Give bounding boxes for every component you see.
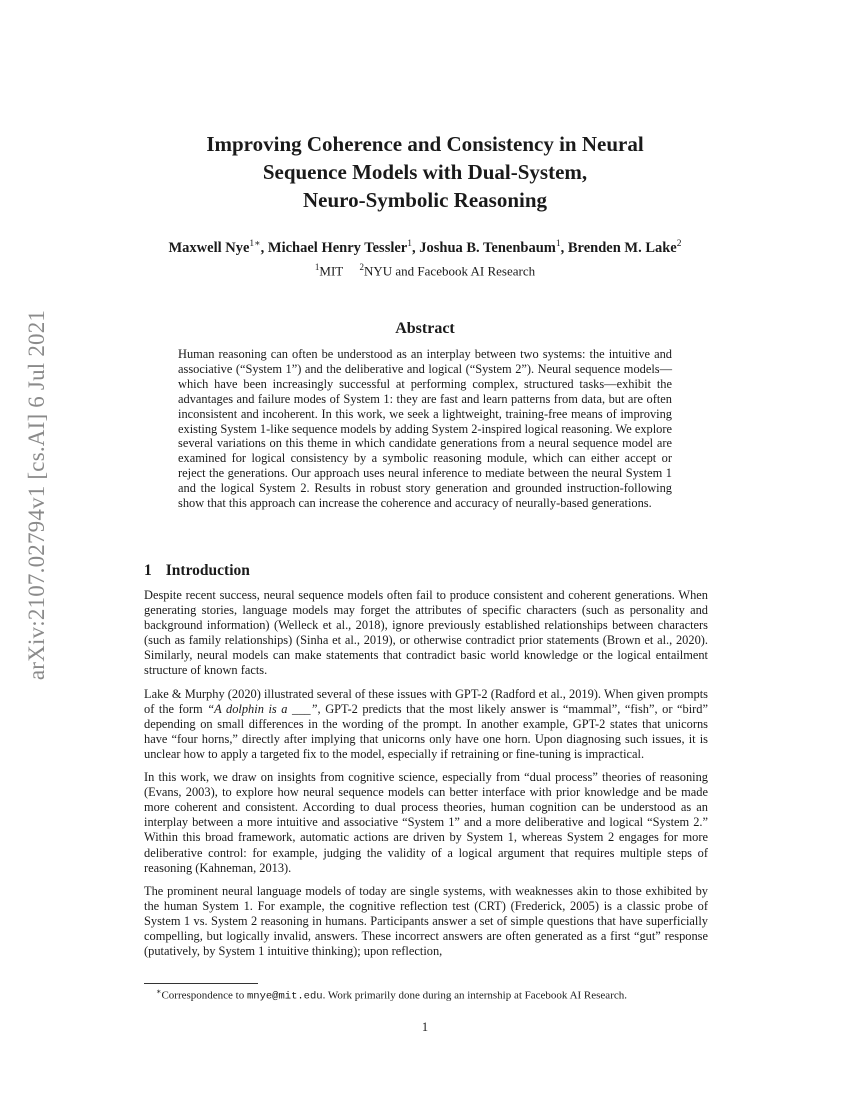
title-line: Neuro-Symbolic Reasoning (302, 188, 548, 212)
paragraph: The prominent neural language models of today are single systems, with weaknesses akin to those exhibited by the human System 1. For example, the cognitive reflection test (CRT) (Frederick, 2005) is a classic probe of System 1 vs. System 2 reasoning in humans. Participants answer a set of simple questions that have superficially compelling, but logically invalid, answers. These incorrect answers are often generated as a first “gut” response (putatively, by System 1 intuitive thinking); upon reflection, (144, 883, 708, 959)
paragraph: In this work, we draw on insights from cognitive science, especially from “dual process” theories of reasoning (Evans, 2003), to explore how neural sequence models can better interface with prior knowledge and be made more coherent and consistent. According to dual process theories, human cognition can be understood as an interplay between a more intuitive and associative “System 1” and a more deliberative and logical “System 2.” Within this broad framework, automatic actions are driven by System 1, whereas System 2 engages for more deliberative control: for example, judging the validity of a logical argument that requires multiple steps of reasoning (Kahneman, 2013). (144, 770, 708, 875)
paragraph: Despite recent success, neural sequence models often fail to produce consistent and coherent generations. When generating stories, language models may forget the attributes of specific characters (such as personality and background information) (Welleck et al., 2018), ignore previously established relationships between characters (such as family relationships) (Sinha et al., 2019), or otherwise contradict prior statements (Brown et al., 2020). Similarly, neural models can make statements that contradict basic world knowledge or the logical entailment structure of known facts. (144, 588, 708, 678)
author-list: Maxwell Nye$^{1∗}$, Michael Henry Tessler$^1$, Joshua B. Tenenbaum$^1$, Brenden M. Lake$^2$ (168, 239, 682, 256)
affiliations (110, 262, 740, 279)
footnote-text: . Work primarily done during an internship at Facebook AI Research. (322, 989, 627, 1002)
footnote (156, 987, 627, 1003)
section-title: Introduction (165, 562, 250, 579)
author-name: Michael Henry Tessler (267, 239, 408, 256)
author-affil-mark: 2 (676, 239, 682, 249)
footnote-text: Correspondence to (161, 989, 247, 1002)
abstract-heading: Abstract (395, 320, 455, 337)
paragraph (144, 687, 708, 762)
paragraph-text: , GPT-2 predicts that the most likely answer is “mammal”, “fish”, or “bird” depending on small differences in the wording of the prompt. In another example, GPT-2 states that unicorns have “four horns,” directly after implying that unicorns only have one horn. Upon diagnosing such issues, it is unclear how to apply a targeted fix to the model, especially if retraining or fine-tuning is impractical. (144, 701, 708, 761)
page-number: 1 (421, 1020, 429, 1034)
author-name: Maxwell Nye (168, 239, 250, 256)
prompt-example: “A dolphin is a ___” (207, 701, 318, 716)
affil-mark: 2 (359, 262, 364, 272)
affil-mark: 1 (314, 262, 320, 272)
footnote-email[interactable]: mnye@mit.edu (246, 990, 323, 1003)
author-affil-mark: 1 (407, 239, 412, 249)
arxiv-sidebar (14, 310, 60, 680)
affil-name: MIT (319, 263, 344, 279)
author-name: Joshua B. Tenenbaum (419, 239, 556, 256)
section-number: 1 (144, 562, 152, 579)
footnote-mark: ∗ (156, 987, 162, 996)
footnote-rule (144, 983, 258, 984)
section-heading (144, 562, 250, 580)
body-text (144, 588, 708, 967)
abstract-text: Human reasoning can often be understood as an interplay between two systems: the intuitive and associative (“System 1”) and the deliberative and logical (“System 2”). Neural sequence models—which have been increasingly successful at performing complex, structured tasks—exhibit the advantages and failure modes of System 1: they are fast and learn patterns from data, but are often inconsistent and incoherent. In this work, we seek a lightweight, training-free means of improving existing System 1-like sequence models by adding System 2-inspired logical reasoning. We explore several variations on this theme in which candidate generations from a neural sequence model are examined for logical consistency by a symbolic reasoning module, which can either accept or reject the generations. Our approach uses neural inference to mediate between the neural System 1 and the logical System 2. Results in robust story generation and grounded instruction-following show that this approach can increase the coherence and accuracy of neurally-based generations. (178, 347, 672, 511)
paper-title (150, 130, 700, 214)
paragraph-text: Lake & Murphy (2020) illustrated several of these issues with GPT-2 (Radford et al., 2019). When given prompts of the form (144, 686, 708, 716)
affil-name: NYU and Facebook AI Research (363, 263, 536, 279)
author-affil-mark: 1 (555, 239, 561, 249)
title-line: Improving Coherence and Consistency in Neural (206, 132, 644, 156)
author-name: Brenden M. Lake (567, 239, 677, 256)
title-line: Sequence Models with Dual-System, (262, 160, 588, 184)
author-affil-mark: 1∗ (249, 239, 261, 249)
arxiv-identifier: arXiv:2107.02794v1 [cs.AI] 6 Jul 2021 (24, 309, 49, 681)
